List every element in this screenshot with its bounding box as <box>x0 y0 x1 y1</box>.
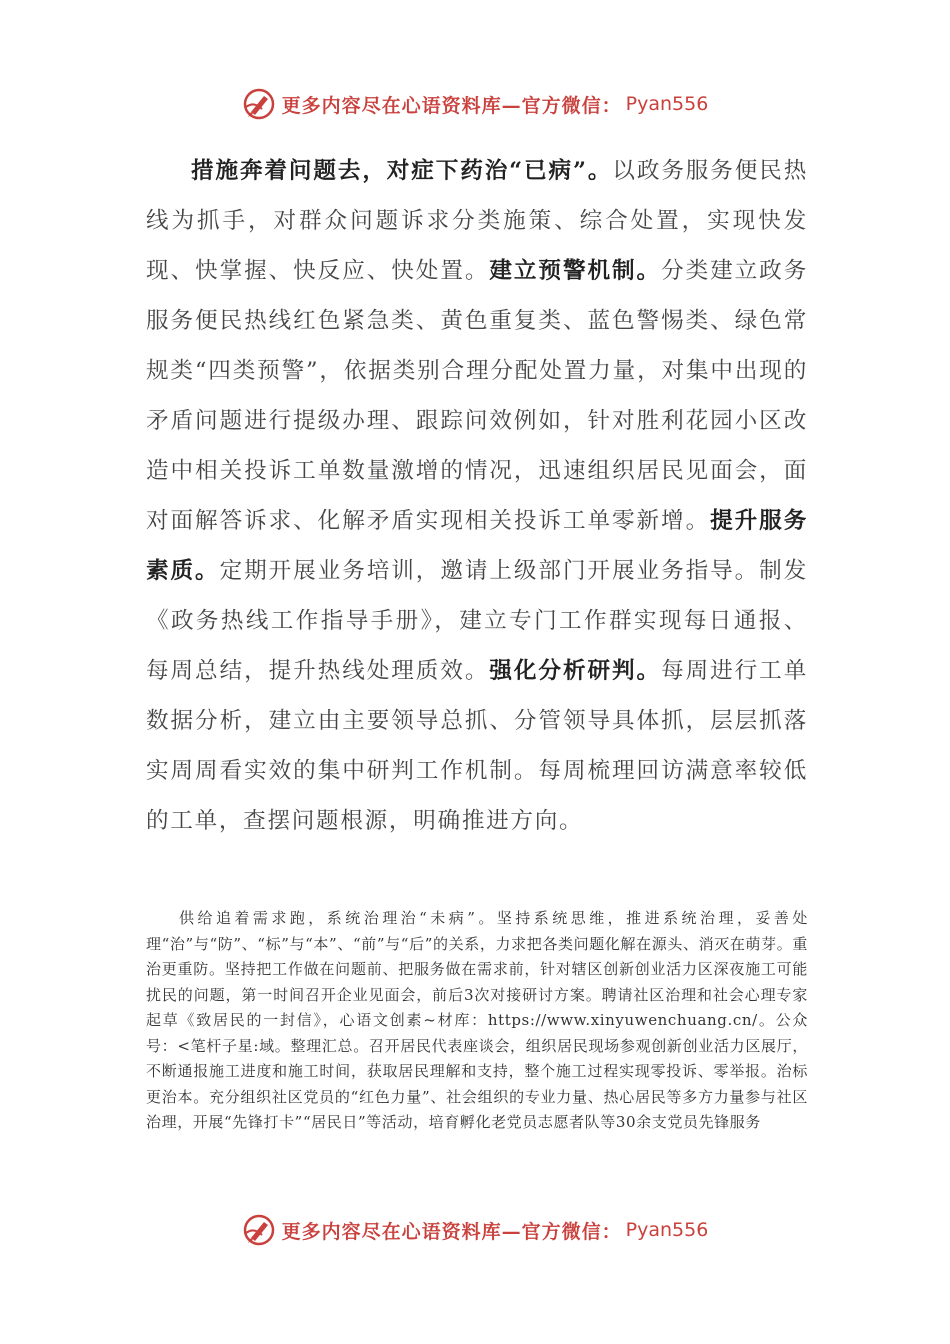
watermark-wechat-id: Pyan556 <box>625 1219 709 1241</box>
watermark-header <box>0 84 950 124</box>
lead-heading: 措施奔着问题去，对症下药治“已病”。 <box>191 158 613 184</box>
secondary-paragraph: 供给追着需求跑，系统治理治“未病”。坚持系统思维，推进系统治理，妥善处理“治”与“防”、“标”与“本”、“前”与“后”的关系，力求把各类问题化解在源头、消灭在萌芽。重治更重防。坚持把工作做在问题前、把服务做在需求前，针对辖区创新创业活力区深夜施工可能扰民的问题，第一时间召开企业见面会，前后3次对接研讨方案。聘请社区治理和社会心理专家起草《致居民的一封信》，心语文创素~材库：https://www.xinyuwenchuang.cn/。公众号：<笔杆子星:域。整理汇总。召开居民代表座谈会，组织居民现场参观创新创业活力区展厅，不断通报施工进度和施工时间，获取居民理解和支持，整个施工过程实现零投诉、零举报。治标更治本。充分组织社区党员的“红色力量”、社会组织的专业力量、热心居民等多方力量参与社区治理，开展“先锋打卡”“居民日”等活动，培育孵化老党员志愿者队等30余支党员先锋服务 <box>146 909 808 1131</box>
heading-warning-mechanism: 建立预警机制。 <box>489 258 662 284</box>
main-sentence-2: 分类建立政务服务便民热线红色紧急类、黄色重复类、蓝色警惕类、绿色常规类“四类预警”，依据类别合理分配处置力量，对集中出现的矛盾问题进行提级办理、跟踪问效例如，针对胜利花园小区改造中相关投诉工单数量激增的情况，迅速组织居民见面会，面对面解答诉求、化解矛盾实现相关投诉工单零新增。 <box>146 258 808 534</box>
main-sentence-4: 每周进行工单数据分析，建立由主要领导总抓、分管领导具体抓，层层抓落实周周看实效的集中研判工作机制。每周梳理回访满意率较低的工单，查摆问题根源，明确推进方向。 <box>146 658 808 834</box>
main-sentence-1: 以政务服务便民热线为抓手，对群众问题诉求分类施策、综合处置，实现快发现、快掌握、快反应、快处置。 <box>146 158 808 284</box>
main-sentence-3: 定期开展业务培训，邀请上级部门开展业务指导。制发《政务热线工作指导手册》，建立专门工作群实现每日通报、每周总结，提升热线处理质效。 <box>146 558 808 684</box>
heading-analysis: 强化分析研判。 <box>489 658 662 684</box>
watermark-text: 更多内容尽在心语资料库—官方微信： <box>281 94 622 117</box>
pen-nib-logo-icon <box>242 87 276 121</box>
watermark-footer <box>0 1210 950 1250</box>
watermark-wechat-id: Pyan556 <box>625 93 709 115</box>
pen-nib-logo-icon <box>242 1213 276 1247</box>
main-paragraph <box>146 146 808 846</box>
heading-service-quality: 提升服务素质。 <box>146 508 808 584</box>
watermark-text: 更多内容尽在心语资料库—官方微信： <box>281 1220 622 1243</box>
